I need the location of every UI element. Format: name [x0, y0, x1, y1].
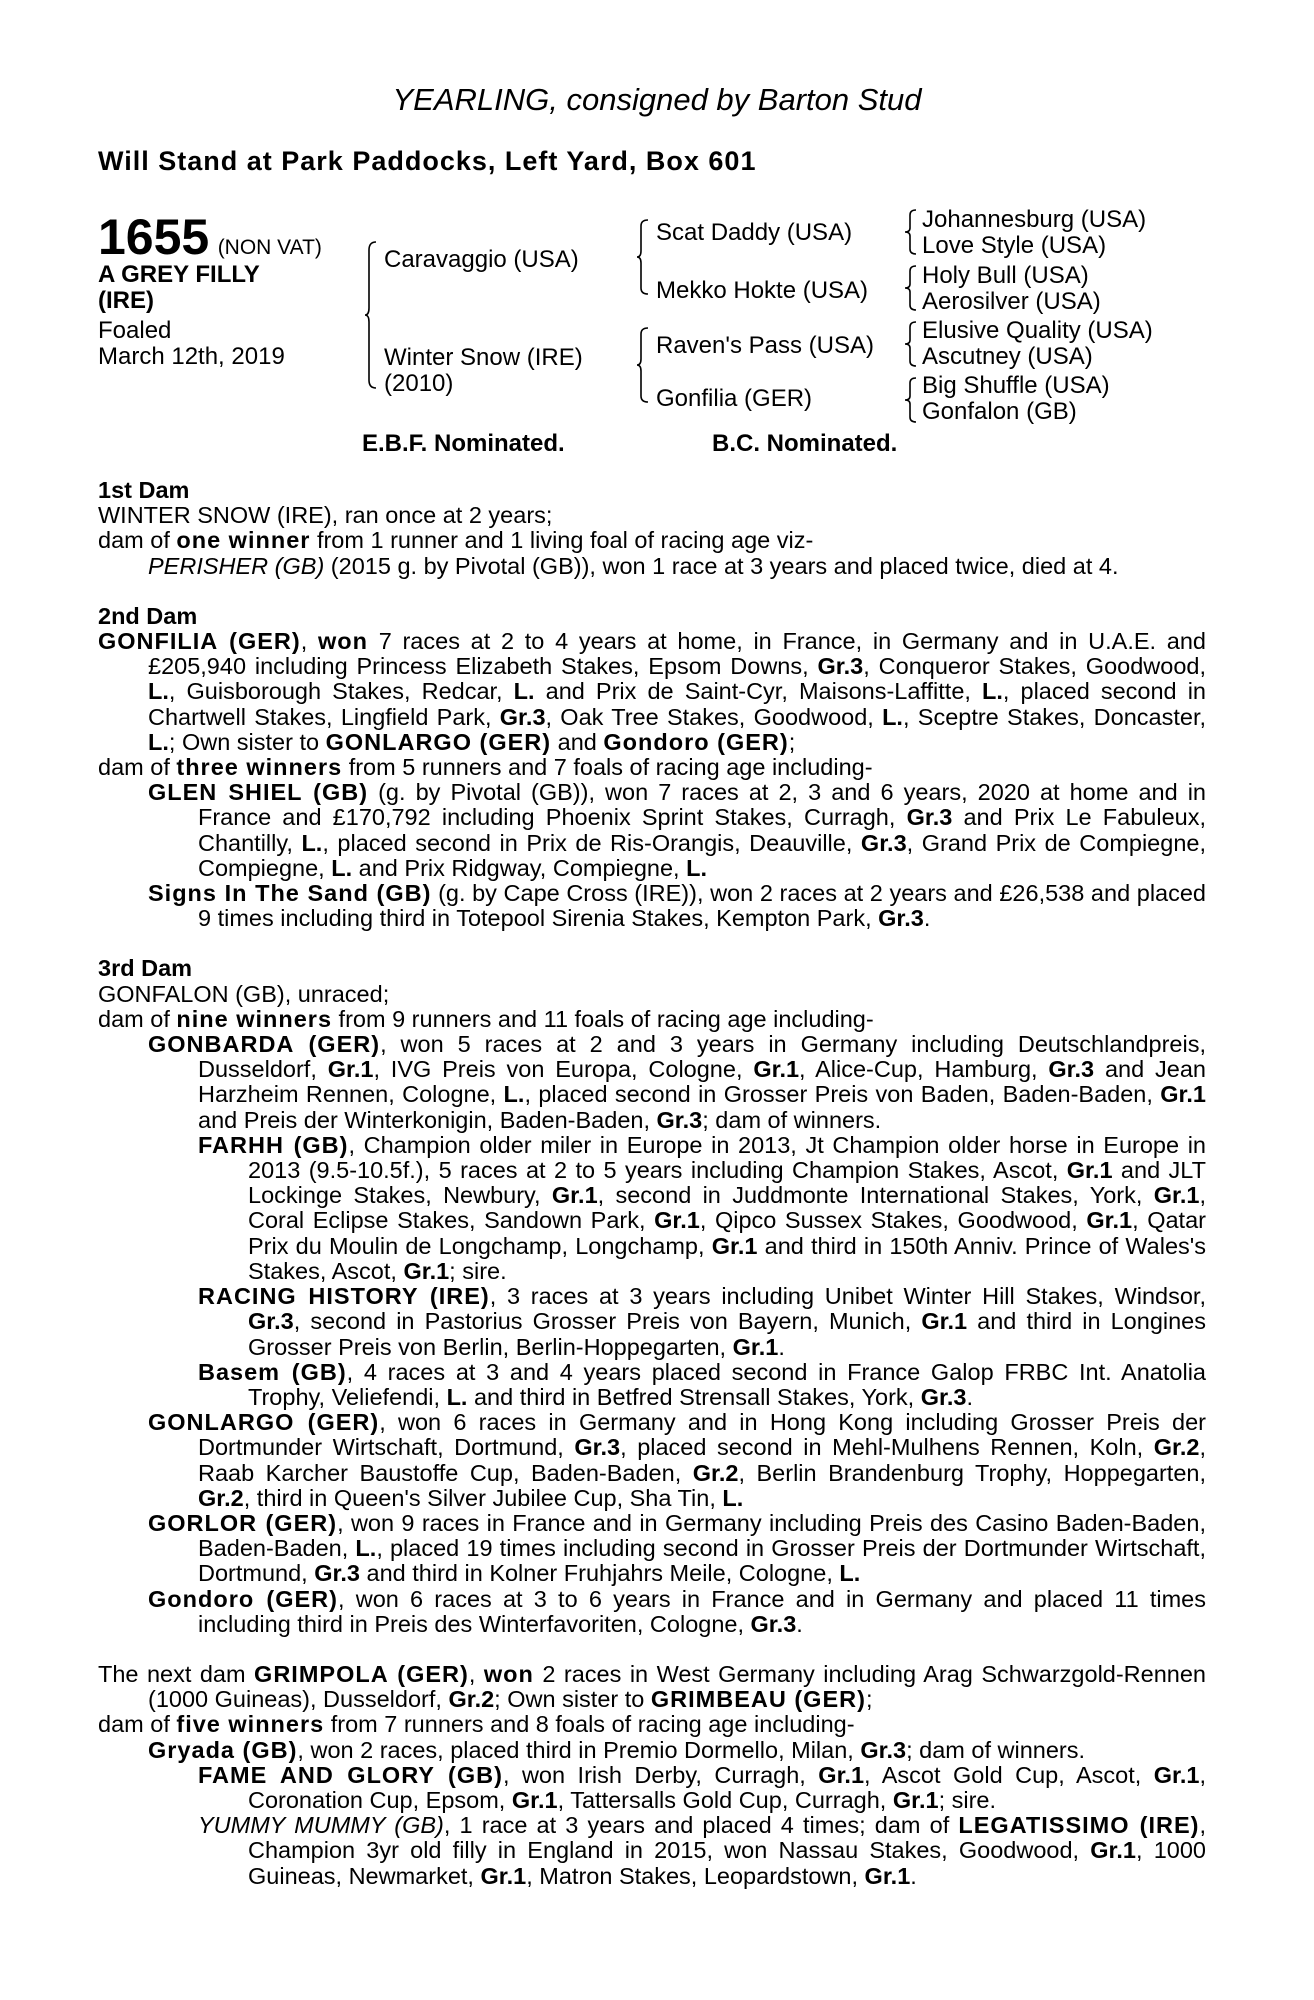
produce-gryada — [148, 1738, 1206, 1763]
produce-gorlor — [148, 1511, 1206, 1587]
produce-farhh — [198, 1133, 1206, 1284]
grade: Gr.1 — [921, 1308, 968, 1335]
dam-dam-dam: Gonfalon (GB) — [922, 398, 1077, 425]
text: . — [923, 905, 931, 932]
grade: L. — [882, 703, 903, 730]
dam-sire: Raven's Pass (USA) — [656, 332, 874, 359]
produce-gonlargo — [148, 1410, 1206, 1511]
grade: Gr.1 — [1153, 1761, 1200, 1788]
horse-name: GLEN SHIEL (GB) — [148, 779, 369, 806]
text: , placed second in Grosser Preis von Baden, Baden-Baden, — [524, 1081, 1161, 1108]
sire-dam-dam: Aerosilver (USA) — [922, 288, 1101, 315]
text: and third in Betfred Strensall Stakes, York, — [467, 1383, 921, 1410]
dd-bracket — [904, 376, 918, 426]
third-dam-heading: 3rd Dam — [98, 955, 193, 982]
text: , Oak Tree Stakes, Goodwood, — [545, 703, 883, 730]
produce-gondoro — [148, 1587, 1206, 1637]
grade: Gr.3 — [906, 804, 953, 831]
horse-name: LEGATISSIMO (IRE) — [958, 1812, 1200, 1839]
horse-name: Gryada (GB) — [148, 1736, 298, 1763]
text: , Berlin Brandenburg Trophy, Hoppegarten, — [738, 1459, 1206, 1486]
text: and Preis der Winterkonigin, Baden-Baden, — [198, 1106, 657, 1133]
grade: L. — [686, 854, 707, 881]
grade: Gr.3 — [878, 905, 924, 932]
text: dam of — [98, 527, 177, 554]
ds-bracket — [904, 320, 918, 370]
produce-yummy-mummy — [198, 1813, 1206, 1889]
horse-name: Signs In The Sand (GB) — [148, 880, 432, 907]
dam-dam-sire: Big Shuffle (USA) — [922, 372, 1110, 399]
text: , Conqueror Stakes, Goodwood, — [863, 653, 1206, 680]
grade: Gr.1 — [732, 1333, 779, 1360]
grade: L. — [503, 1081, 525, 1108]
text: ; sire. — [938, 1786, 997, 1813]
dam-sire-dam: Ascutney (USA) — [922, 343, 1093, 370]
grade: Gr.3 — [860, 1736, 907, 1763]
grade: Gr.2 — [198, 1484, 244, 1511]
produce-signs-in-the-sand — [148, 881, 1206, 931]
dam-parents-bracket — [636, 326, 650, 406]
horse-name: PERISHER (GB) — [148, 552, 325, 579]
next-dam-produce-summary — [98, 1712, 1206, 1737]
sire-dam-sire: Holy Bull (USA) — [922, 262, 1089, 289]
grade: Gr.1 — [1066, 1157, 1113, 1184]
grade: L. — [301, 829, 323, 856]
horse-name: GONFILIA (GER) — [98, 628, 301, 655]
text: , Matron Stakes, Leopardstown, — [526, 1862, 865, 1889]
text: dam of — [98, 754, 177, 781]
foaled-block — [98, 318, 285, 370]
lot-description — [98, 262, 328, 314]
text: and Prix de Saint-Cyr, Maisons-Laffitte, — [534, 678, 983, 705]
text: 2 races in West Germany including Arag Schwarzgold-Rennen (1000 Guineas), Dusseldorf, — [148, 1660, 1207, 1713]
foaled-date: March 12th, 2019 — [98, 343, 285, 370]
location-heading: Will Stand at Park Paddocks, Left Yard, Box 601 — [98, 146, 757, 176]
grade: Gr.2 — [448, 1686, 495, 1713]
text: (2015 g. by Pivotal (GB)), won 1 race at 3 years and placed twice, died at 4. — [324, 552, 1119, 579]
text: ; sire. — [449, 1257, 507, 1284]
grade: L. — [982, 678, 1003, 705]
text: dam of — [98, 1005, 177, 1032]
second-dam-heading: 2nd Dam — [98, 602, 198, 629]
dam-dam: Gonfilia (GER) — [656, 385, 813, 412]
sire-parents-bracket — [636, 218, 650, 298]
ss-bracket — [904, 208, 918, 258]
text: ; Own sister to — [168, 728, 326, 755]
grade: Gr.3 — [1048, 1056, 1095, 1083]
dam: Winter Snow (IRE) — [384, 344, 583, 371]
text: , won Irish Derby, Curragh, — [502, 1761, 819, 1788]
grade: L. — [513, 678, 535, 705]
ebf-nomination: E.B.F. Nominated. — [362, 430, 565, 457]
sire-sire: Scat Daddy (USA) — [656, 219, 853, 246]
text: , 1000 Guineas, Newmarket, — [248, 1837, 1206, 1889]
text: , placed second in Prix de Ris-Orangis, Deauville, — [322, 829, 861, 856]
grade: Gr.1 — [864, 1862, 911, 1889]
horse-name: FARHH (GB) — [198, 1131, 349, 1158]
text: from 5 runners and 7 foals of racing age including- — [342, 754, 873, 781]
lot-description-line1: A GREY FILLY — [98, 261, 260, 288]
text: , Raab Karcher Baustoffe Cup, Baden-Baden, — [198, 1434, 1206, 1486]
grade: Gr.1 — [711, 1232, 758, 1259]
second-dam-produce-summary — [98, 755, 1206, 780]
text: . — [796, 1610, 803, 1637]
grade: Gr.3 — [656, 1106, 703, 1133]
text: , IVG Preis von Europa, Cologne, — [373, 1056, 754, 1083]
text: . — [778, 1333, 785, 1360]
horse-name: GRIMPOLA (GER) — [254, 1660, 469, 1687]
horse-name: GORLOR (GER) — [148, 1509, 338, 1536]
next-dam-record: The next dam GRIMPOLA (GER), won 2 races in West Germany including Arag Schwarzgold-Rennen (1000 Guineas), Dusseldorf, Gr.2; Own sister to GRIMBEAU (GER); — [98, 1660, 1207, 1713]
text: , placed second in Mehl-Mulhens Rennen, Koln, — [620, 1434, 1154, 1461]
grade: Gr.1 — [818, 1761, 865, 1788]
first-dam-produce — [98, 554, 1206, 579]
lot-number: 1655 — [98, 209, 210, 265]
text: , 3 races at 3 years including Unibet Winter Hill Stakes, Windsor, — [489, 1283, 1206, 1310]
first-dam-line1: WINTER SNOW (IRE), ran once at 2 years; — [98, 502, 553, 529]
grade: Gr.1 — [892, 1786, 939, 1813]
first-dam-section — [98, 478, 1206, 579]
grade: Gr.1 — [403, 1257, 450, 1284]
text: , placed 19 times including second in Grosser Preis der Dortmunder Wirtschaft, Dortmund, — [198, 1535, 1206, 1587]
text: and Prix Ridgway, Compiegne, — [352, 854, 687, 881]
text: (g. by Pivotal (GB)), won 7 races at 2, 3 and 6 years, 2020 at home and in France and £170,792 including Phoenix Sprint Stakes, Curragh, — [198, 779, 1206, 831]
text: dam of — [98, 1711, 177, 1738]
grade: L. — [148, 728, 169, 755]
consignment-heading: YEARLING, consigned by Barton Stud — [392, 82, 922, 117]
grade: Gr.1 — [1090, 1837, 1136, 1864]
grade: Gr.2 — [1153, 1434, 1200, 1461]
winner-count: five winners — [176, 1711, 325, 1738]
second-dam-section — [98, 604, 1206, 932]
dam-year: (2010) — [384, 370, 454, 397]
text: from 9 runners and 11 foals of racing age including- — [332, 1005, 874, 1032]
grade: Gr.1 — [1086, 1207, 1133, 1234]
text: ; dam of winners. — [702, 1106, 882, 1133]
grade: L. — [148, 678, 169, 705]
lot-description-line2: (IRE) — [98, 287, 154, 314]
text: , Sceptre Stakes, Doncaster, — [902, 703, 1206, 730]
grade: Gr.3 — [248, 1308, 294, 1335]
text: , third in Queen's Silver Jubilee Cup, Sha Tin, — [243, 1484, 723, 1511]
text: , won 6 races at 3 to 6 years in France and in Germany and placed 11 times including third in Preis des Winterfavoriten, Cologne, — [198, 1585, 1206, 1637]
grade: Gr.3 — [314, 1560, 360, 1587]
pedigree-body — [98, 478, 1206, 1889]
grade: L. — [355, 1535, 377, 1562]
grade: Gr.3 — [499, 703, 546, 730]
sire: Caravaggio (USA) — [384, 246, 579, 273]
bc-nomination: B.C. Nominated. — [712, 430, 898, 457]
text: and third in Kolner Fruhjahrs Meile, Cologne, — [359, 1560, 840, 1587]
text: , Alice-Cup, Hamburg, — [799, 1056, 1049, 1083]
grade: Gr.1 — [753, 1056, 800, 1083]
vat-status: (NON VAT) — [217, 236, 322, 259]
text: , Champion 3yr old filly in England in 2015, won Nassau Stakes, Goodwood, — [248, 1812, 1206, 1864]
text: , won 9 races in France and in Germany including Preis des Casino Baden-Baden, Baden-Baden, — [198, 1509, 1206, 1562]
horse-name: FAME AND GLORY (GB) — [198, 1761, 503, 1788]
grade: Gr.1 — [480, 1862, 527, 1889]
horse-name: Basem (GB) — [198, 1358, 347, 1385]
text: , Grand Prix de Compiegne, Compiegne, — [198, 829, 1206, 881]
text: , won 2 races, placed third in Premio Dormello, Milan, — [297, 1736, 861, 1763]
text: ; — [865, 1686, 873, 1713]
text: , Coronation Cup, Epsom, — [248, 1761, 1206, 1813]
lot-number-block — [98, 208, 322, 266]
text: . — [910, 1862, 917, 1889]
second-dam-record: GONFILIA (GER), won 7 races at 2 to 4 years at home, in France, in Germany and in U.A.E. and £205,940 including Princess Elizabeth Stakes, Epsom Downs, Gr.3, Conqueror Stakes, Goodwood, L., Guisborough Stakes, Redcar, L. and Prix de Saint-Cyr, Maisons-Laffitte, L., placed second in Chartwell Stakes, Lingfield Park, Gr.3, Oak Tree Stakes, Goodwood, L., Sceptre Stakes, Doncaster, L.; Own sister to GONLARGO (GER) and Gondoro (GER); — [98, 628, 1206, 755]
text: , placed second in Chartwell Stakes, Lingfield Park, — [148, 678, 1206, 730]
sire-dam-bracket — [364, 240, 378, 390]
text: , second in Juddmonte International Stakes, York, — [597, 1182, 1154, 1209]
third-dam-section — [98, 956, 1206, 1636]
text: , 1 race at 3 years and placed 4 times; dam of — [443, 1812, 959, 1839]
text: , Ascot Gold Cup, Ascot, — [864, 1761, 1154, 1788]
foaled-label: Foaled — [98, 317, 172, 344]
horse-name: GONBARDA (GER) — [148, 1031, 381, 1058]
text: ; Own sister to — [494, 1686, 651, 1713]
text: The next dam — [98, 1660, 255, 1687]
text: 7 races at 2 to 4 years at home, in France, in Germany and in U.A.E. and £205,940 including Princess Elizabeth Stakes, Epsom Downs, — [148, 628, 1206, 680]
text: , won 6 races in Germany and in Hong Kong including Grosser Preis der Dortmunder Wirtschaft, Dortmund, — [198, 1409, 1206, 1461]
text: , 4 races at 3 and 4 years placed second in France Galop FRBC Int. Anatolia Trophy, Veliefendi, — [248, 1358, 1206, 1410]
winner-count: nine winners — [176, 1005, 333, 1032]
sire-sire-sire: Johannesburg (USA) — [922, 206, 1147, 233]
horse-name: GONLARGO (GER) — [148, 1409, 380, 1436]
first-dam-heading: 1st Dam — [98, 477, 190, 503]
won-word: won — [317, 628, 368, 655]
grade: Gr.3 — [817, 653, 864, 680]
text: , Guisborough Stakes, Redcar, — [168, 678, 514, 705]
dam-sire-sire: Elusive Quality (USA) — [922, 317, 1153, 344]
text: , won 5 races at 2 and 3 years in Germany including Deutschlandpreis, Dusseldorf, — [198, 1031, 1206, 1083]
text: and Prix Le Fabuleux, Chantilly, — [198, 804, 1206, 856]
text: , second in Pastorius Grosser Preis von Bayern, Munich, — [293, 1308, 922, 1335]
next-dam-section — [98, 1662, 1206, 1889]
produce-glen-shiel — [148, 780, 1206, 881]
text: , Tattersalls Gold Cup, Curragh, — [557, 1786, 893, 1813]
grade: Gr.3 — [920, 1383, 967, 1410]
grade: Gr.1 — [654, 1207, 700, 1234]
grade: Gr.3 — [574, 1434, 621, 1461]
text: ; dam of winners. — [906, 1736, 1086, 1763]
sire-dam: Mekko Hokte (USA) — [656, 277, 869, 304]
grade: L. — [839, 1560, 861, 1587]
text: from 7 runners and 8 foals of racing age including- — [324, 1711, 855, 1738]
grade: Gr.1 — [551, 1182, 598, 1209]
text: (g. by Cape Cross (IRE)), won 2 races at 2 years and £26,538 and placed 9 times including third in Totepool Sirenia Stakes, Kempton Park, — [198, 880, 1206, 932]
text: and third in Longines Grosser Preis von Berlin, Berlin-Hoppegarten, — [248, 1308, 1207, 1360]
text: , Champion older miler in Europe in 2013, Jt Champion older horse in Europe in 2013 (9.5-10.5f.), 5 races at 2 to 5 years including Champion Stakes, Ascot, — [248, 1131, 1206, 1184]
winner-count: three winners — [176, 754, 343, 781]
third-dam-produce-summary — [98, 1007, 1206, 1032]
horse-name: YUMMY MUMMY (GB) — [198, 1812, 444, 1839]
grade: Gr.2 — [692, 1459, 739, 1486]
text: and third in 150th Anniv. Prince of Wales's Stakes, Ascot, — [248, 1232, 1207, 1284]
text: , Coral Eclipse Stakes, Sandown Park, — [248, 1182, 1206, 1234]
text: and JLT Lockinge Stakes, Newbury, — [248, 1157, 1206, 1209]
grade: L. — [722, 1484, 744, 1511]
produce-gonbarda — [148, 1032, 1206, 1133]
text: . — [966, 1383, 974, 1410]
text: and Jean Harzheim Rennen, Cologne, — [198, 1056, 1206, 1108]
horse-name: GRIMBEAU (GER) — [650, 1686, 866, 1713]
horse-name: Gondoro (GER) — [148, 1585, 338, 1612]
grade: Gr.1 — [511, 1786, 558, 1813]
third-dam-line1: GONFALON (GB), unraced; — [98, 980, 390, 1007]
produce-fame-and-glory — [198, 1763, 1206, 1813]
grade: L. — [331, 854, 353, 881]
first-dam-line2 — [98, 528, 1206, 553]
text: , Qatar Prix du Moulin de Longchamp, Longchamp, — [248, 1207, 1206, 1259]
horse-name: RACING HISTORY (IRE) — [198, 1283, 490, 1310]
horse-name: Gondoro (GER) — [603, 728, 789, 755]
text: , Qipco Sussex Stakes, Goodwood, — [699, 1207, 1087, 1234]
sire-sire-dam: Love Style (USA) — [922, 232, 1107, 259]
produce-basem — [198, 1360, 1206, 1410]
grade: Gr.3 — [860, 829, 907, 856]
horse-name: GONLARGO (GER) — [325, 728, 552, 755]
winner-count: one winner — [176, 527, 311, 554]
grade: L. — [446, 1383, 468, 1410]
text: from 1 runner and 1 living foal of racing age viz- — [310, 527, 814, 554]
text: and — [551, 728, 604, 755]
produce-racing-history — [198, 1284, 1206, 1360]
won-word: won — [483, 1660, 534, 1687]
grade: Gr.3 — [750, 1610, 797, 1637]
grade: Gr.1 — [1160, 1081, 1206, 1108]
grade: Gr.1 — [327, 1056, 374, 1083]
text: ; — [788, 728, 796, 755]
sd-bracket — [904, 264, 918, 314]
grade: Gr.1 — [1153, 1182, 1200, 1209]
